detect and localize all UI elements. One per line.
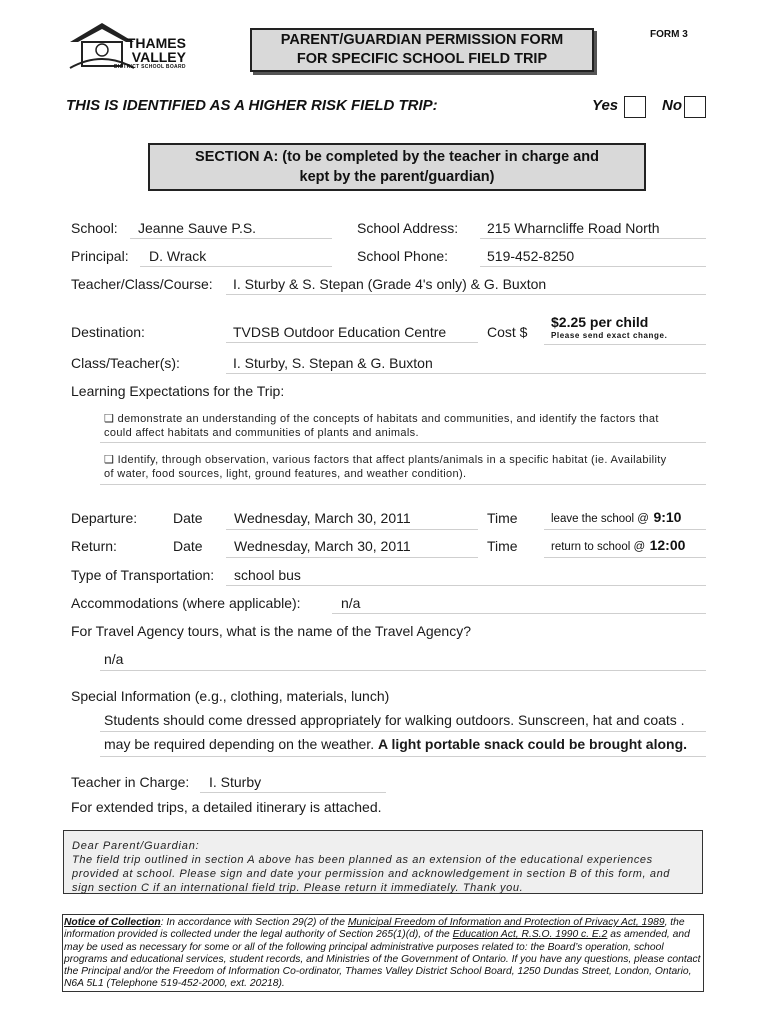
risk-yes-label: Yes [592,97,619,114]
return-time-underline [544,557,706,558]
phone-underline [480,266,706,267]
address-label: School Address: [357,220,459,236]
travel-agency-question: For Travel Agency tours, what is the name of the Travel Agency? [71,623,471,639]
privacy-act-link: Municipal Freedom of Information and Protection of Privacy Act, 1989 [347,917,665,928]
notice-text-1: : In accordance with Section 29(2) of the [160,917,348,928]
departure-time-label: Time [487,510,518,526]
expectation-2-line1: Identify, through observation, various factors that affect plants/animals in a specific habitat (ie. Availability [117,454,667,466]
expectations-underline-1 [100,442,706,443]
logo-subtext: DISTRICT SCHOOL BOARD [114,64,186,70]
teacher-course-value[interactable]: I. Sturby & S. Stepan (Grade 4's only) & G. Buxton [233,276,547,292]
return-time-field[interactable] [551,537,685,555]
form-number: FORM 3 [650,29,688,40]
section-a-line1: SECTION A: (to be completed by the teacher in charge and [195,149,599,165]
class-teachers-underline [226,373,706,374]
form-title-line1: PARENT/GUARDIAN PERMISSION FORM [280,32,564,48]
special-info-line2-bold: A light portable snack could be brought along. [377,736,688,752]
accommodations-label: Accommodations (where applicable): [71,595,301,611]
notice-text-2: , the information provided is collected under the legal authority of Section 265(1)(d), of the [64,917,685,941]
form-title-box [250,28,594,72]
travel-agency-value[interactable]: n/a [104,651,124,667]
departure-time-prefix: leave the school @ [551,513,649,525]
class-teachers-label: Class/Teacher(s): [71,355,180,371]
board-logo [64,20,184,72]
principal-value[interactable]: D. Wrack [149,248,207,264]
transport-value[interactable]: school bus [234,567,301,583]
phone-value[interactable]: 519-452-8250 [487,248,575,264]
checkbox-icon: ❑ [104,413,115,425]
itinerary-note: For extended trips, a detailed itinerary is attached. [71,799,382,815]
checkbox-icon: ❑ [104,454,115,466]
departure-time-value: 9:10 [653,509,682,525]
notice-heading: Notice of Collection [64,917,161,928]
risk-no-checkbox[interactable] [684,96,706,118]
special-info-underline-2 [100,756,706,757]
destination-value[interactable]: TVDSB Outdoor Education Centre [233,324,447,340]
phone-label: School Phone: [357,248,449,264]
school-label: School: [71,220,118,236]
travel-agency-underline [100,670,706,671]
special-info-line2-normal: may be required depending on the weather. [104,736,375,752]
form-title-line2: FOR SPECIFIC SCHOOL FIELD TRIP [296,51,548,67]
dear-parent-box [63,830,703,894]
return-label: Return: [71,538,117,554]
departure-label: Departure: [71,510,138,526]
school-value[interactable]: Jeanne Sauve P.S. [138,220,257,236]
expectation-1-line1: demonstrate an understanding of the concepts of habitats and communities, and identify the factors that [117,413,659,425]
teacher-in-charge-value[interactable]: I. Sturby [209,774,262,790]
dear-parent-line2: provided at school. Please sign and date your permission and acknowledgement in section B of this form, and [72,868,671,880]
notice-text-3: as amended, and may be used as necessary for some or all of the following principal administrative purposes related to: the Board’s operation, school programs and educational services, student records, and Ministries of the Government of Ontario. If you have any questions, please contact the Principal and/or the Freedom of Information Co-ordinator, Thames Valley District School Board, 1250 Dundas Street, London, Ontario, N6A 5L1 (Telephone 519-452-2000, ext. 20218). [64,929,701,990]
expectation-2-line2: of water, food sources, light, ground features, and weather condition). [104,468,467,480]
education-act-link: Education Act, R.S.O. 1990 c. E.2 [452,929,608,941]
transport-label: Type of Transportation: [71,567,215,583]
risk-yes-checkbox[interactable] [624,96,646,118]
special-info-line1[interactable]: Students should come dressed appropriately for walking outdoors. Sunscreen, hat and coats . [104,712,685,728]
special-info-line2[interactable] [104,736,687,752]
return-date-label: Date [173,538,203,554]
address-underline [480,238,706,239]
principal-label: Principal: [71,248,129,264]
cost-value[interactable]: $2.25 per child [551,314,649,330]
teacher-in-charge-underline [200,792,386,793]
departure-time-underline [544,529,706,530]
destination-label: Destination: [71,324,145,340]
accommodations-value[interactable]: n/a [341,595,361,611]
expectation-item-2 [104,453,704,481]
transport-underline [226,585,706,586]
cost-underline [544,344,706,345]
expectation-item-1 [104,412,704,440]
risk-question: THIS IS IDENTIFIED AS A HIGHER RISK FIELD TRIP: [66,97,438,114]
school-underline [130,238,332,239]
special-info-underline-1 [100,731,706,732]
expectations-underline-2 [100,484,706,485]
return-time-prefix: return to school @ [551,541,646,553]
class-teachers-value[interactable]: I. Sturby, S. Stepan & G. Buxton [233,355,433,371]
departure-date-label: Date [173,510,203,526]
logo-text: THAMES VALLEY [126,35,186,65]
address-value[interactable]: 215 Wharncliffe Road North [487,220,660,236]
cost-note: Please send exact change. [551,331,668,340]
dear-parent-line3: sign section C if an international field trip. Please return it immediately. Thank you. [72,882,524,894]
cost-label: Cost $ [487,324,528,340]
special-info-label: Special Information (e.g., clothing, materials, lunch) [71,688,390,704]
departure-date-value[interactable]: Wednesday, March 30, 2011 [234,510,411,526]
destination-underline [226,342,478,343]
dear-parent-line1: The field trip outlined in section A above has been planned as an extension of the educational experiences [72,854,653,866]
section-a-heading [148,143,646,191]
return-date-value[interactable]: Wednesday, March 30, 2011 [234,538,411,554]
principal-underline [140,266,332,267]
return-time-label: Time [487,538,518,554]
notice-of-collection-box [62,914,704,992]
section-a-line2: kept by the parent/guardian) [299,169,495,185]
return-time-value: 12:00 [649,537,686,553]
expectations-label: Learning Expectations for the Trip: [71,383,285,399]
accommodations-underline [332,613,706,614]
departure-date-underline [226,529,478,530]
departure-time-field[interactable] [551,509,681,527]
expectation-1-line2: could affect habitats and communities of plants and animals. [104,427,419,439]
dear-parent-salutation: Dear Parent/Guardian: [72,840,200,852]
risk-no-label: No [662,97,682,114]
return-date-underline [226,557,478,558]
teacher-in-charge-label: Teacher in Charge: [71,774,190,790]
teacher-course-underline [226,294,706,295]
teacher-course-label: Teacher/Class/Course: [71,276,213,292]
